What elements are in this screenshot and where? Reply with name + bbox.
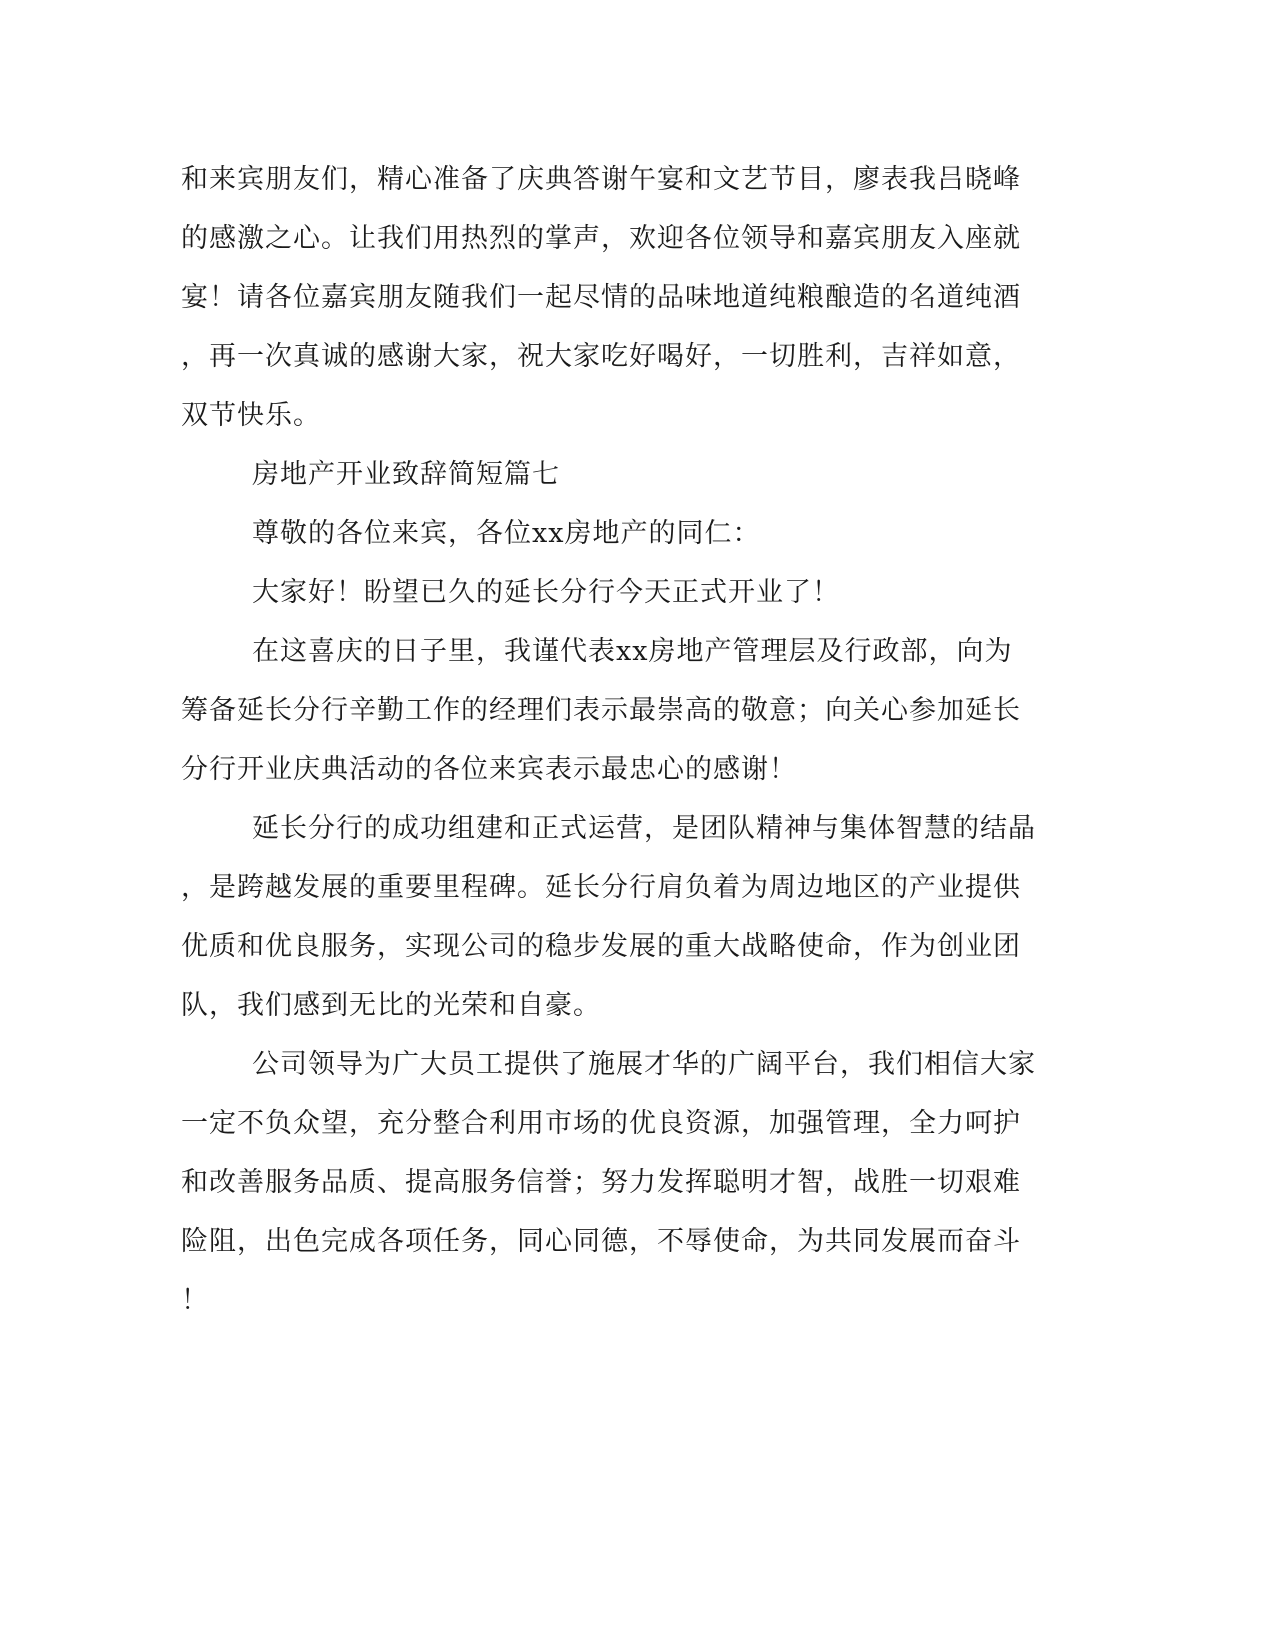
body-line: 队，我们感到无比的光荣和自豪。 — [181, 990, 601, 1021]
body-line: ，是跨越发展的重要里程碑。延长分行肩负着为周边地区的产业提供 — [181, 872, 1021, 903]
body-line: 筹备延长分行辛勤工作的经理们表示最崇高的敬意；向关心参加延长 — [181, 695, 1021, 726]
body-line: 一定不负众望，充分整合利用市场的优良资源，加强管理，全力呵护 — [181, 1108, 1021, 1139]
body-line: 的感激之心。让我们用热烈的掌声，欢迎各位领导和嘉宾朋友入座就 — [181, 223, 1021, 254]
body-line: ！ — [181, 1285, 209, 1316]
section-heading: 房地产开业致辞简短篇七 — [252, 459, 560, 490]
body-line: ，再一次真诚的感谢大家，祝大家吃好喝好，一切胜利，吉祥如意， — [181, 341, 1021, 372]
body-line: 和改善服务品质、提高服务信誉；努力发挥聪明才智，战胜一切艰难 — [181, 1167, 1021, 1198]
body-line: 大家好！盼望已久的延长分行今天正式开业了！ — [252, 577, 840, 608]
body-line: 延长分行的成功组建和正式运营，是团队精神与集体智慧的结晶 — [252, 813, 1036, 844]
body-line: 宴！请各位嘉宾朋友随我们一起尽情的品味地道纯粮酿造的名道纯酒 — [181, 282, 1021, 313]
body-line: 和来宾朋友们，精心准备了庆典答谢午宴和文艺节目，廖表我吕晓峰 — [181, 164, 1021, 195]
body-line: 在这喜庆的日子里，我谨代表xx房地产管理层及行政部，向为 — [252, 636, 1013, 667]
salutation: 尊敬的各位来宾，各位xx房地产的同仁： — [252, 518, 761, 549]
body-line: 分行开业庆典活动的各位来宾表示最忠心的感谢！ — [181, 754, 797, 785]
body-line: 公司领导为广大员工提供了施展才华的广阔平台，我们相信大家 — [252, 1049, 1036, 1080]
body-line: 优质和优良服务，实现公司的稳步发展的重大战略使命，作为创业团 — [181, 931, 1021, 962]
body-line: 险阻，出色完成各项任务，同心同德，不辱使命，为共同发展而奋斗 — [181, 1226, 1021, 1257]
body-line: 双节快乐。 — [181, 400, 321, 431]
